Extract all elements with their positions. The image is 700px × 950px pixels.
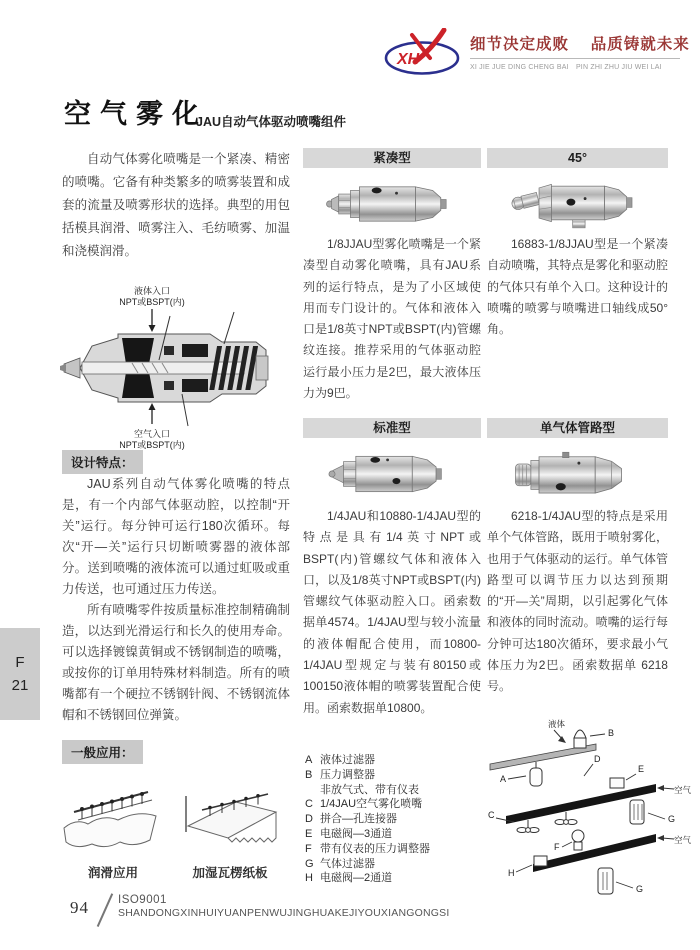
label-a: A [500,774,507,784]
application-lubrication [58,772,168,881]
legend-item-b-note: 非放气式、带有仪表 [320,783,419,796]
standard-nozzle-photo [303,444,481,504]
angle45-nozzle-icon [502,172,654,234]
air-filter-g2 [598,868,613,894]
legend-label: 电磁阀—3通道 [320,827,393,840]
nozzle-tip [64,358,80,378]
page-index-tab [0,628,40,720]
system-legend [305,753,483,886]
section-header-standard: 标准型 [303,418,481,438]
applications-heading-box [62,740,143,764]
slogan-divider [470,58,680,59]
compact-nozzle-photo [303,176,481,232]
leader-h [516,865,532,872]
air-manifold-2 [533,834,656,872]
section-header-compact: 紧凑型 [303,148,481,168]
legend-item-c [305,797,483,812]
logo-text: XH [397,51,420,68]
leader-a [508,776,526,779]
page-number: 94 [70,898,89,917]
corrugated-illustration-icon [176,786,284,854]
footer-iso: ISO9001 [118,894,167,906]
header-slogan: 细节决定成败 品质铸就未来 [470,36,690,53]
design-paragraph-1: JAU系列自动气体雾化喷嘴的特点是，有一个内部气体驱动腔，以控制“开关”运行。每分钟可运行180次循环。每次“开—关”运行只切断喷雾器的液体部分。送到喷嘴的液体流可以通过虹吸或重力传送，也可通过压力传送。 [62,477,290,596]
legend-label: 拼合—孔连接器 [320,813,397,826]
application-corrugated [176,786,284,881]
legend-key: G [305,857,314,870]
tab-letter: F [15,653,25,671]
pressure-regulator-f-gauge [572,830,584,842]
leader-g2 [616,882,633,888]
section-header-45deg: 45° [487,148,668,168]
application-caption-2: 加湿瓦楞纸板 [192,866,268,880]
label-b: B [608,728,615,738]
section-header-single-line: 单气体管路型 [487,418,668,438]
spray-system-diagram [478,716,693,904]
label-h: H [508,868,515,878]
air-chamber [122,372,154,398]
end-cap [256,356,268,380]
arrowhead-icon [149,325,156,332]
legend-key: C [305,798,313,811]
label-g1: G [668,814,676,824]
design-features-body [62,474,290,726]
section-text-single-line: 6218-1/4JAU型的特点是采用单个气体管路，既用于喷射雾化，也用于气体驱动的运行。单气体管路型可以调节压力以达到预期的“开—关”周期，以引起雾化气体和液体的同时流动。喷嘴的运行每分钟可达180次循环，要求最小气体压力为2巴。函索数据单 6218号。 [487,509,668,694]
footer-company: SHANDONGXINHUIYUANPENWUJINGHUAKEJIYOUXIANGONGSI [118,907,450,919]
section-text-compact: 1/8JJAU型雾化喷嘴是一个紧凑型自动雾化喷嘴，具有JAU系列的运行特点，是为了小区域使用而专门设计的。气体和液体入口是1/8英寸NPT或BSPT(内)管螺纹连接。推荐采用的气体驱动腔运行最小压力是2巴，最大液体压力为9巴。 [303,237,481,401]
footer-info [118,894,449,919]
spray-system-icon [478,716,693,904]
liquid-arrowhead-icon [558,736,566,743]
legend-item-f [305,842,483,857]
legend-key: E [305,827,313,840]
section-text-45deg: 16883-1/8JJAU型是一个紧凑自动喷嘴，其特点是雾化和驱动腔的气体只有单个入口。这种设计的喷嘴的喷雾与喷嘴进口轴线成50°角。 [487,237,668,337]
legend-key: D [305,813,313,826]
section-text-standard: 1/4JAU和10880-1/4JAU型的特点是具有1/4英寸NPT或BSPT(内)管螺纹气体和液体入口，以及1/8英寸NPT或BSPT(内)管螺纹气体驱动腔入口。函索数据单4574。1/4JAU型与较小流量的液体帽配合使用，而10800-1/4JAU型规定与装有80150或100150液体帽的喷雾装置配合使用。函索数据单10800。 [303,509,481,715]
application-caption-1: 润滑应用 [87,866,138,880]
page-subtitle: JAU自动气体驱动喷嘴组件 [196,115,347,129]
liquid-chamber [122,338,154,364]
standard-nozzle-icon [317,444,467,504]
air-label-2: 空气 [673,835,691,845]
leader-g1 [648,813,665,819]
company-logo [382,28,464,80]
xh-logo-icon [382,28,464,80]
liquid-line-label: 液体 [548,719,566,729]
air-label-1: 空气 [673,785,691,795]
legend-label: 电磁阀—2通道 [320,872,393,885]
label-e: E [638,764,645,774]
leader-f [562,842,572,847]
header-slogan-block [470,32,690,72]
legend-key: F [305,842,312,855]
leader-e [626,774,636,780]
legend-item-a [305,753,483,768]
piston-dark-top [182,344,208,357]
liquid-filter-a [530,768,542,786]
legend-key: A [305,754,313,766]
pressure-regulator-b [574,730,586,738]
nozzle-cross-section-diagram [60,284,292,454]
solenoid-valve-h [534,856,547,866]
legend-label: 液体过滤器 [320,754,375,766]
label-c: C [488,810,495,820]
air-inlet-thread-label: NPT或BSPT(内) [119,440,185,450]
air-inlet-label: 空气入口 [133,429,171,439]
label-g2: G [636,884,644,894]
design-features-heading: 设计特点： [62,450,143,474]
angle45-nozzle-photo [487,172,668,234]
label-f: F [554,842,560,852]
seal-bottom [164,381,174,390]
legend-key: H [305,872,313,885]
design-paragraph-2: 所有喷嘴零件按质量标准控制精确制造，以达到光滑运行和长久的使用寿命。可以选择镀镍黄铜或不锈钢制造的喷嘴，或按你的订单用特殊材料制造。所有的喷嘴都有一个硬拉不锈钢针阀、不锈钢流体帽和不锈钢回位弹簧。 [62,603,290,722]
header-slogan-pinyin: XI JIE JUE DING CHENG BAI PIN ZHI ZHU JIU WEI LAI [470,64,662,71]
liquid-inlet-thread-label: NPT或BSPT(内) [119,297,185,307]
footer-slash [97,893,113,926]
solenoid-valve-e [610,778,624,788]
lubrication-illustration-icon [58,772,168,854]
air-arrowhead-2 [657,835,664,841]
liquid-inlet-label: 液体入口 [133,286,171,296]
legend-item-b [305,768,483,783]
regulator-body [574,738,586,748]
compact-nozzle-icon [317,176,467,232]
intro-paragraph: 自动气体雾化喷嘴是一个紧凑、精密的喷嘴。它备有种类繁多的喷雾装置和成套的流量及喷雾形状的选择。典型的用包括模具润滑、喷雾注入、毛纺喷雾、加温和浇模润滑。 [62,152,290,258]
legend-label: 气体过滤器 [320,857,375,870]
single-line-nozzle-icon [503,445,653,503]
leader-b [590,734,605,736]
legend-label: 带有仪表的压力调整器 [320,842,430,855]
air-arrowhead-1 [657,785,664,791]
legend-item-d [305,812,483,827]
label-d: D [594,754,601,764]
applications-heading: 一般应用： [62,740,143,764]
seal-top [164,346,174,355]
legend-item-h [305,871,483,886]
single-line-nozzle-photo [487,444,668,504]
piston-dark-bottom [182,379,208,392]
cross-section-icon [60,284,292,454]
tab-number: 21 [11,677,29,694]
legend-label: 1/4JAU空气雾化喷嘴 [320,798,423,811]
leader-d [584,764,593,776]
pressure-regulator-f [574,842,582,850]
needle-tip [60,364,66,372]
legend-item-g [305,857,483,872]
legend-label: 压力调整器 [320,768,375,781]
legend-item-e [305,827,483,842]
design-features-heading-box [62,450,143,474]
page-title: 空气雾化 [64,99,208,129]
legend-key: B [305,768,313,781]
